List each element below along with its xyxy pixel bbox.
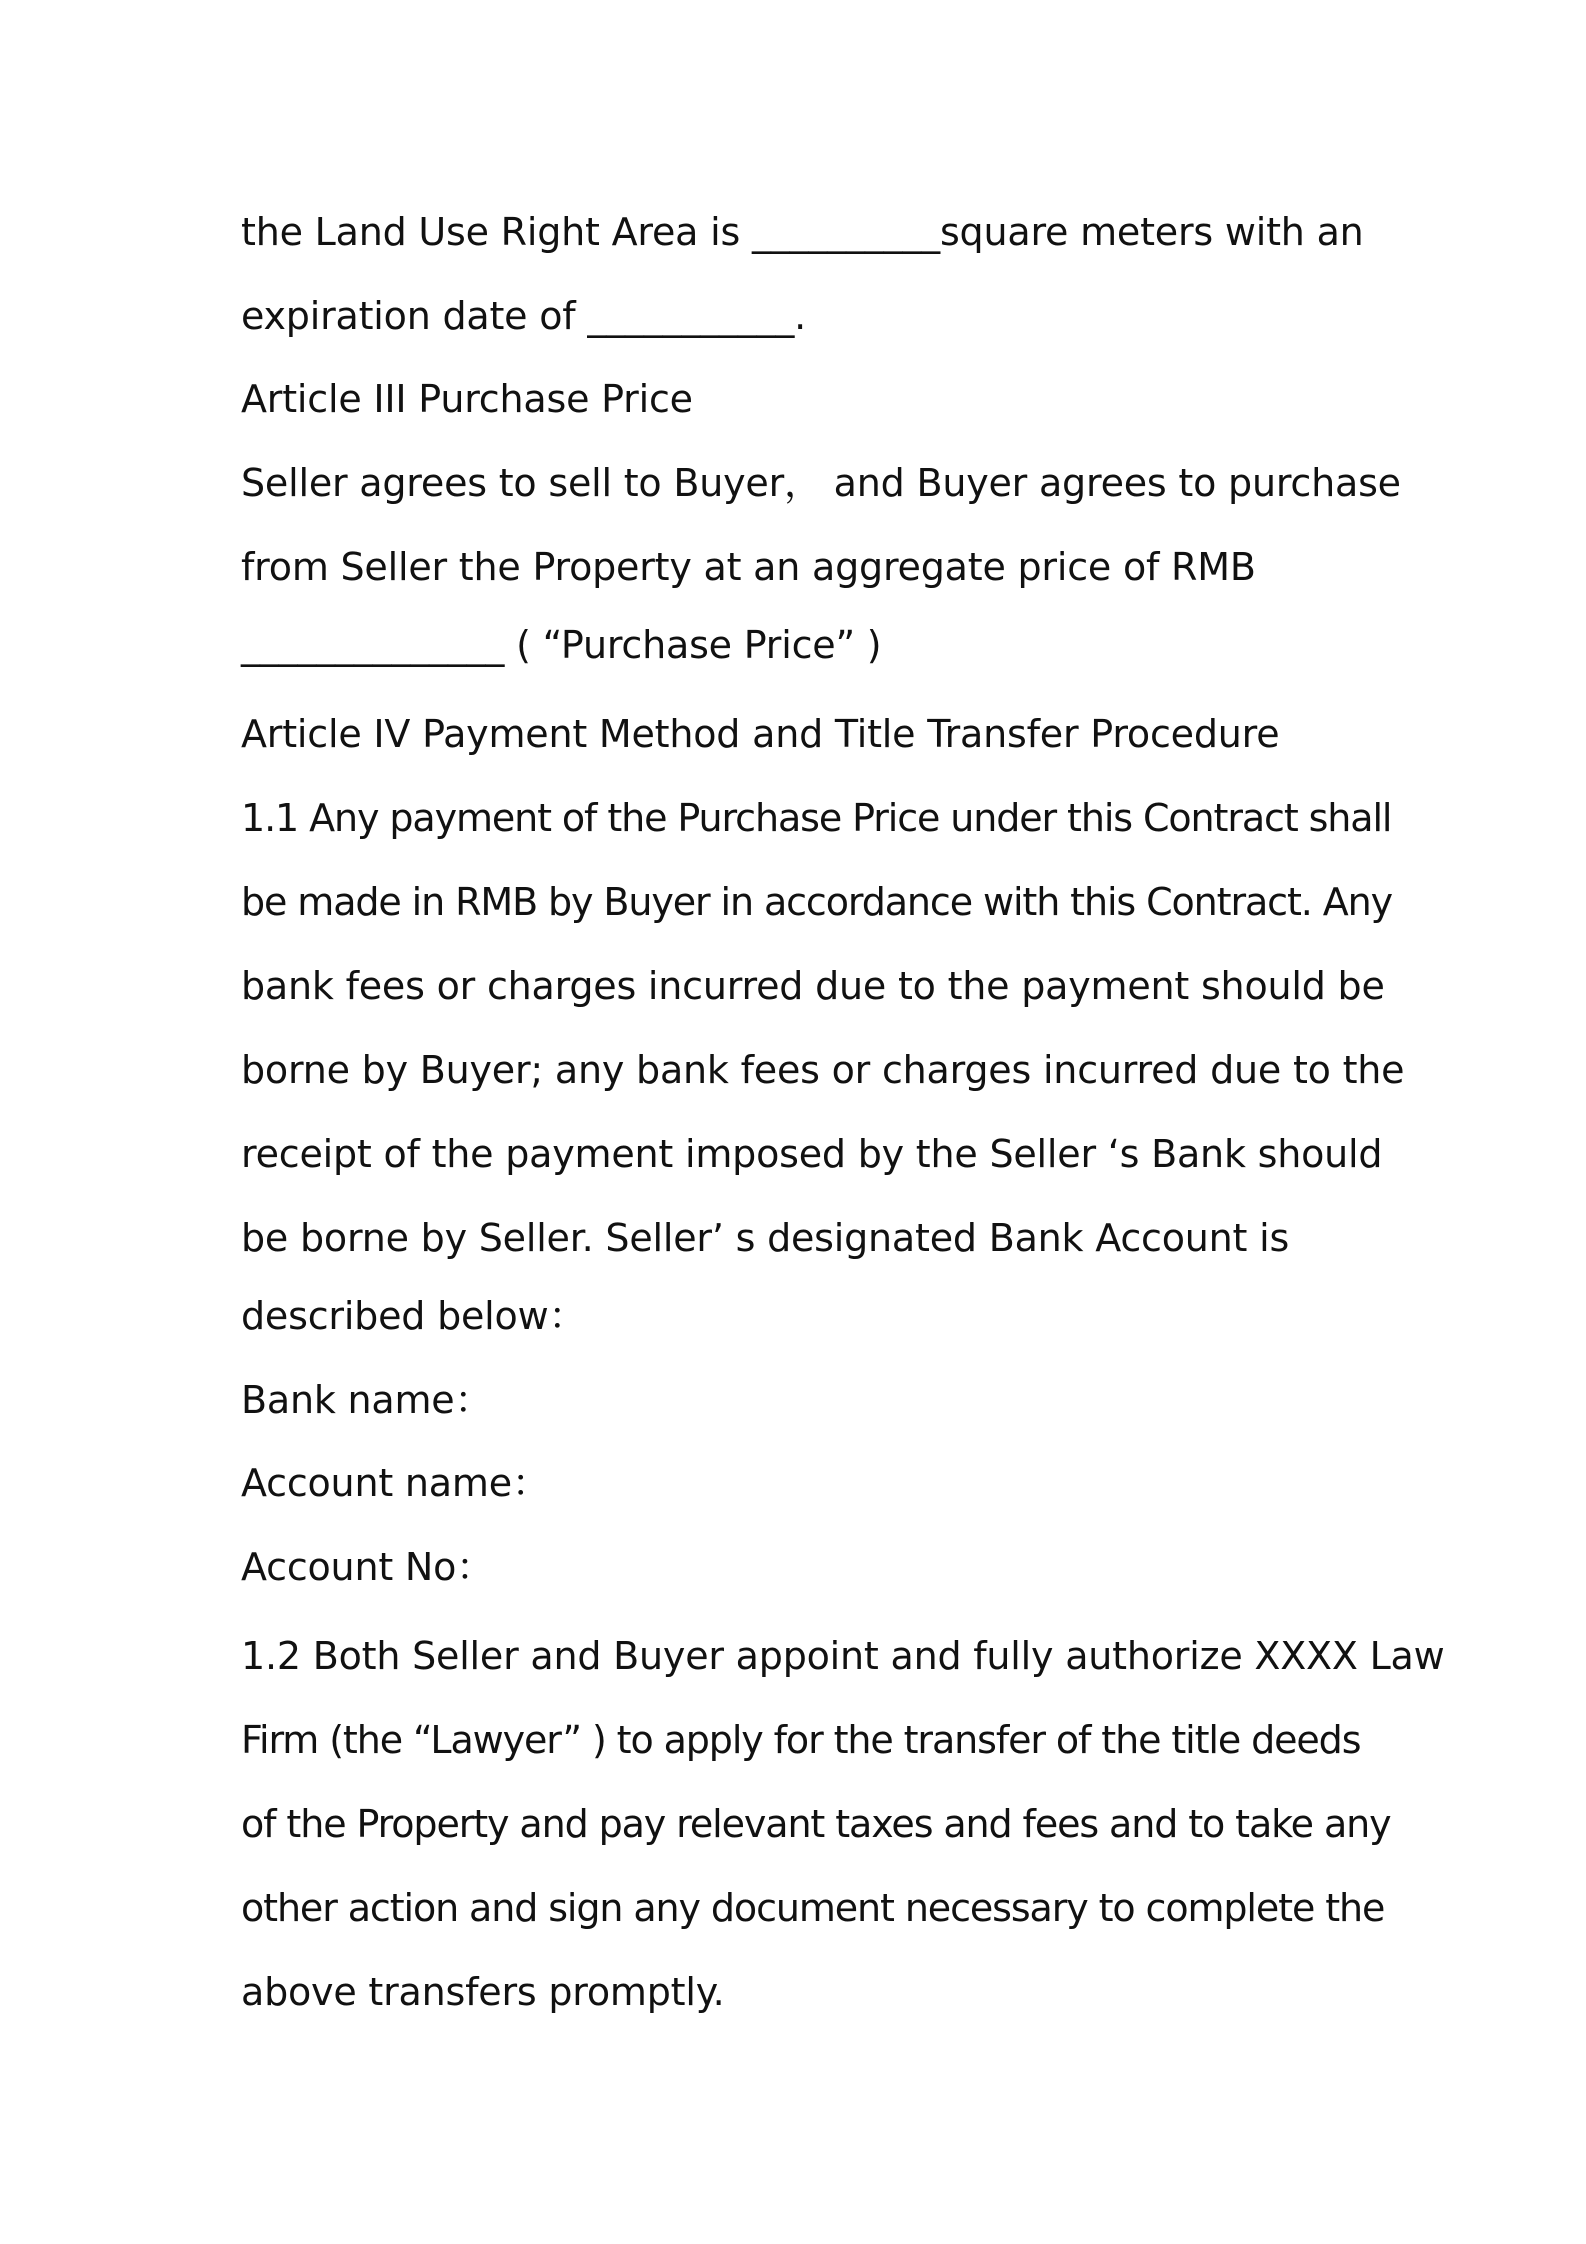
- expiration-date-line: expiration date of ___________.: [241, 294, 807, 338]
- bank-name-field: Bank name：: [241, 1378, 493, 1422]
- account-number-field: Account No：: [241, 1545, 494, 1589]
- clause-1-2-line: other action and sign any document necessary to complete the: [241, 1886, 1385, 1930]
- clause-1-2-line: above transfers promptly.: [241, 1970, 725, 2014]
- purchase-text-line: Seller agrees to sell to Buyer， and Buyer agrees to purchase: [241, 461, 1401, 505]
- land-area-line: the Land Use Right Area is __________square meters with an: [241, 210, 1364, 254]
- clause-1-1-line: borne by Buyer; any bank fees or charges incurred due to the: [241, 1048, 1405, 1092]
- clause-1-2-line: 1.2 Both Seller and Buyer appoint and fully authorize XXXX Law: [241, 1634, 1445, 1678]
- article-iii-heading: Article III Purchase Price: [241, 377, 693, 421]
- clause-1-1-line: bank fees or charges incurred due to the payment should be: [241, 964, 1385, 1008]
- article-iv-heading: Article IV Payment Method and Title Transfer Procedure: [241, 712, 1280, 756]
- clause-1-2-line: Firm (the “Lawyer” ) to apply for the transfer of the title deeds: [241, 1718, 1361, 1762]
- clause-1-1-line: be borne by Seller. Seller’ s designated Bank Account is: [241, 1216, 1290, 1260]
- clause-1-1-line: described below：: [241, 1294, 587, 1338]
- clause-1-1-line: 1.1 Any payment of the Purchase Price under this Contract shall: [241, 796, 1392, 840]
- account-name-field: Account name：: [241, 1461, 550, 1505]
- purchase-price-line: ______________ ( “Purchase Price” ): [241, 623, 882, 667]
- clause-1-1-line: receipt of the payment imposed by the Seller ‘s Bank should: [241, 1132, 1383, 1176]
- clause-1-1-line: be made in RMB by Buyer in accordance with this Contract. Any: [241, 880, 1392, 924]
- clause-1-2-line: of the Property and pay relevant taxes and fees and to take any: [241, 1802, 1391, 1846]
- purchase-text-line: from Seller the Property at an aggregate price of RMB: [241, 545, 1256, 589]
